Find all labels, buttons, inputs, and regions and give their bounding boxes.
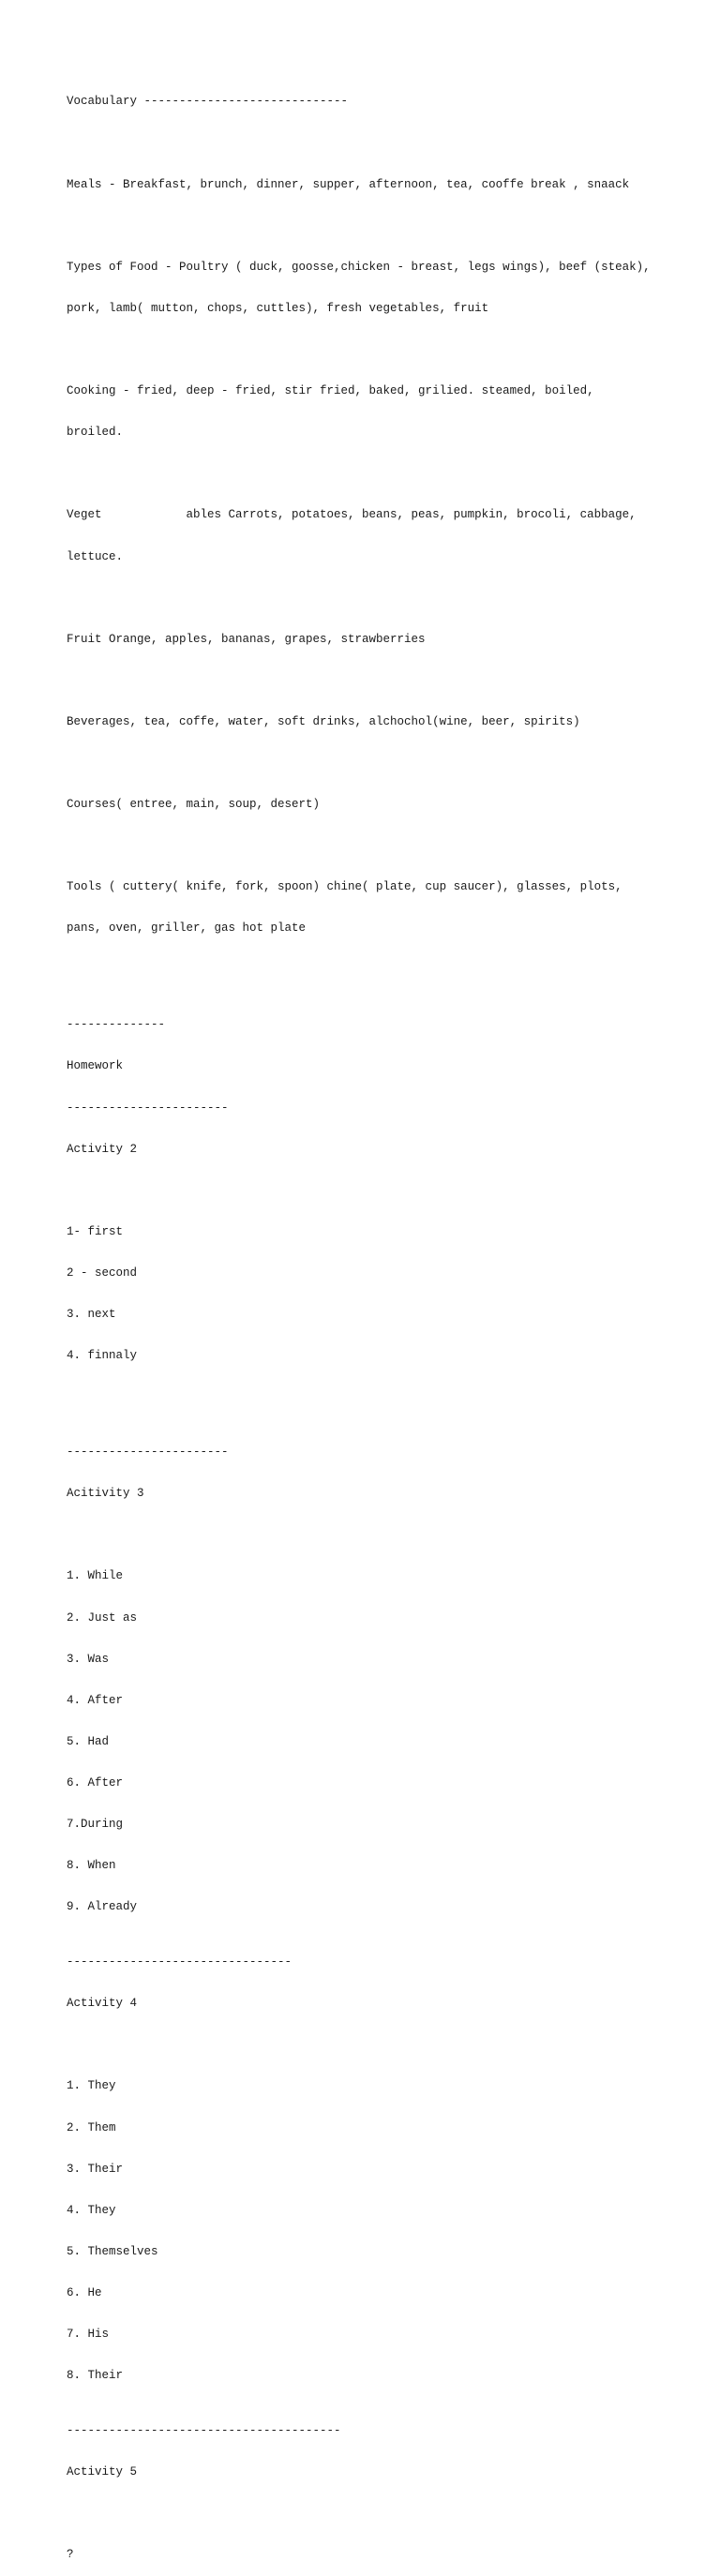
spacer — [67, 467, 704, 481]
spacer — [67, 1528, 704, 1542]
meals-line: Meals - Breakfast, brunch, dinner, supper, afternoon, tea, cooffe break , snaack — [67, 177, 630, 191]
list-item: 7.During — [67, 1818, 124, 1832]
homework-heading: Homework — [67, 1059, 124, 1073]
spacer — [67, 2507, 704, 2521]
divider: -------------- — [67, 1018, 166, 1032]
tools-line-1: Tools ( cuttery( knife, fork, spoon) chine( plate, cup saucer), glasses, plots, — [67, 880, 622, 894]
list-item: 4. They — [67, 2203, 116, 2217]
list-item: 4. After — [67, 1693, 124, 1707]
list-item: 2. Just as — [67, 1610, 138, 1625]
spacer — [67, 343, 704, 357]
beverages-line: Beverages, tea, coffe, water, soft drinks, alchochol(wine, beer, spirits) — [67, 714, 580, 728]
list-item: 8. Their — [67, 2369, 124, 2383]
spacer — [67, 964, 704, 978]
list-item: 6. He — [67, 2286, 102, 2299]
list-item: 9. Already — [67, 1900, 138, 1914]
spacer — [67, 137, 704, 151]
list-item: 1. While — [67, 1569, 124, 1583]
list-item: 4. finnaly — [67, 1349, 138, 1363]
divider: --------------------------------------- — [67, 2424, 341, 2438]
vegetables-line-2: lettuce. — [67, 549, 124, 563]
list-item: 2 - second — [67, 1266, 138, 1281]
list-item: 7. His — [67, 2328, 110, 2342]
fruit-line: Fruit Orange, apples, bananas, grapes, strawberries — [67, 632, 426, 646]
spacer — [67, 1184, 704, 1198]
types-of-food-line-1: Types of Food - Poultry ( duck, goosse,chicken - breast, legs wings), beef (steak), — [67, 260, 651, 274]
list-item: 3. Their — [67, 2162, 124, 2176]
document-page — [67, 67, 704, 2576]
spacer — [67, 219, 704, 233]
list-item: 2. Them — [67, 2120, 116, 2134]
divider: ----------------------- — [67, 1101, 229, 1115]
list-item: 5. Had — [67, 1734, 110, 1748]
divider: ----------------------- — [67, 1445, 229, 1460]
spacer — [67, 2038, 704, 2052]
divider: -------------------------------- — [67, 1955, 292, 1969]
list-item: 3. Was — [67, 1652, 110, 1666]
list-item: 8. When — [67, 1859, 116, 1873]
activity-2-title: Activity 2 — [67, 1142, 138, 1156]
activity-4-title: Activity 4 — [67, 1997, 138, 2011]
vegetables-line-1: Veget ables Carrots, potatoes, beans, peas, pumpkin, brocoli, cabbage, — [67, 508, 637, 522]
cooking-line-2: broiled. — [67, 426, 124, 440]
spacer — [67, 592, 704, 606]
list-item: 5. Themselves — [67, 2244, 158, 2258]
tools-line-2: pans, oven, griller, gas hot plate — [67, 921, 307, 936]
cooking-line-1: Cooking - fried, deep - fried, stir fried, baked, grilied. steamed, boiled, — [67, 384, 594, 398]
list-item: 3. next — [67, 1308, 116, 1322]
spacer — [67, 1390, 704, 1404]
list-item: 1. They — [67, 2079, 116, 2093]
types-of-food-line-2: pork, lamb( mutton, chops, cuttles), fresh vegetables, fruit — [67, 301, 489, 315]
courses-line: Courses( entree, main, soup, desert) — [67, 798, 321, 812]
vocabulary-heading: Vocabulary ----------------------------- — [67, 95, 349, 109]
activity-5-title: Activity 5 — [67, 2465, 138, 2479]
list-item: 1- first — [67, 1224, 124, 1238]
spacer — [67, 674, 704, 688]
activity-3-title: Acitivity 3 — [67, 1487, 144, 1501]
activity-5-answer: ? — [67, 2548, 74, 2562]
spacer — [67, 756, 704, 771]
spacer — [67, 839, 704, 853]
list-item: 6. After — [67, 1776, 124, 1790]
